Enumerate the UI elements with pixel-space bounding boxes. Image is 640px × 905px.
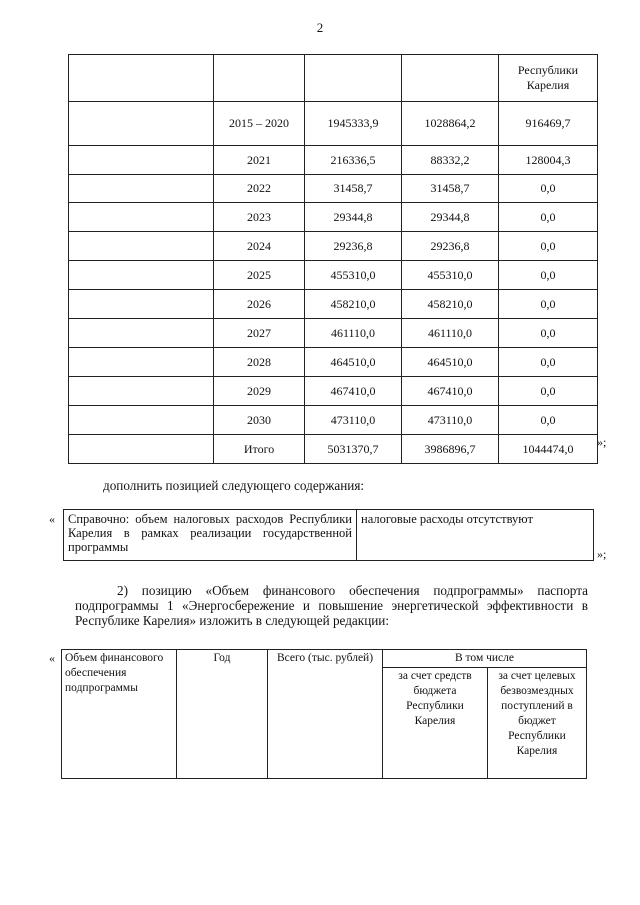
year-cell: 2024: [214, 232, 305, 261]
year-header: Год: [177, 650, 268, 779]
total-cell: 458210,0: [305, 290, 402, 319]
total-cell: 29236,8: [305, 232, 402, 261]
budget-subheader: за счет средств бюджета Республики Карелия: [383, 668, 488, 779]
tax-expenditure-value: налоговые расходы отсутствуют: [357, 510, 594, 561]
grants-subheader: за счет целевых безвозмездных поступлений в бюджет Республики Карелия: [488, 668, 587, 779]
grants-cell: 0,0: [499, 377, 598, 406]
label-cell: Объем финансового обеспечения подпрограммы: [62, 650, 177, 779]
grants-cell: 0,0: [499, 232, 598, 261]
table-row: [69, 102, 598, 146]
table-row: [69, 348, 598, 377]
table-row: [64, 510, 594, 561]
closing-quote-2: »;: [597, 547, 607, 561]
grants-cell: 0,0: [499, 319, 598, 348]
budget-cell: 29236,8: [402, 232, 499, 261]
page-number: 2: [316, 20, 324, 35]
tax-expenditure-label: Справочно: объем налоговых расходов Республики Карелия в рамках реализации государственной программы: [64, 510, 357, 561]
year-cell: 2015 – 2020: [214, 102, 305, 146]
subprogram-financing-table: [61, 649, 587, 779]
total-header: Всего (тыс. рублей): [268, 650, 383, 779]
label-column-cell: [69, 406, 214, 435]
total-cell: 467410,0: [305, 377, 402, 406]
total-cell: 31458,7: [305, 175, 402, 203]
grants-cell: 0,0: [499, 290, 598, 319]
grants-cell: 0,0: [499, 348, 598, 377]
grants-cell: 0,0: [499, 175, 598, 203]
year-cell: 2030: [214, 406, 305, 435]
grants-cell: 0,0: [499, 203, 598, 232]
total-cell: 29344,8: [305, 203, 402, 232]
table-header-row: [69, 55, 598, 102]
table-row: [69, 319, 598, 348]
budget-cell: 29344,8: [402, 203, 499, 232]
budget-cell: 3986896,7: [402, 435, 499, 464]
total-cell: 216336,5: [305, 146, 402, 175]
table-row: [69, 435, 598, 464]
label-column-cell: [69, 290, 214, 319]
year-cell: 2021: [214, 146, 305, 175]
financing-table: [68, 54, 598, 464]
grants-cell: 1044474,0: [499, 435, 598, 464]
year-cell: 2027: [214, 319, 305, 348]
label-column-cell: [69, 203, 214, 232]
table-row: [69, 406, 598, 435]
total-cell: 473110,0: [305, 406, 402, 435]
tax-expenditure-table: [63, 509, 594, 561]
year-cell: Итого: [214, 435, 305, 464]
total-cell: 461110,0: [305, 319, 402, 348]
year-cell: 2022: [214, 175, 305, 203]
total-cell: 455310,0: [305, 261, 402, 290]
year-cell: 2025: [214, 261, 305, 290]
year-cell: 2023: [214, 203, 305, 232]
year-cell: 2029: [214, 377, 305, 406]
label-column-cell: [69, 175, 214, 203]
total-cell: 464510,0: [305, 348, 402, 377]
label-column-cell: [69, 319, 214, 348]
opening-quote-3: «: [49, 651, 55, 665]
total-cell: 5031370,7: [305, 435, 402, 464]
budget-cell: 458210,0: [402, 290, 499, 319]
table-row: [69, 146, 598, 175]
total-cell: 1945333,9: [305, 102, 402, 146]
table-row: [69, 261, 598, 290]
intro-paragraph: дополнить позицией следующего содержания:: [103, 478, 365, 493]
grants-cell: 0,0: [499, 406, 598, 435]
table-row: [69, 377, 598, 406]
closing-quote-1: »;: [597, 435, 607, 449]
opening-quote-2: «: [49, 512, 55, 526]
empty-header-cell: [214, 55, 305, 102]
grants-cell: 0,0: [499, 261, 598, 290]
table-row: [69, 232, 598, 261]
empty-header-cell: [305, 55, 402, 102]
label-column-cell: [69, 146, 214, 175]
label-column-cell: [69, 348, 214, 377]
table-row: [69, 290, 598, 319]
budget-cell: 1028864,2: [402, 102, 499, 146]
year-cell: 2026: [214, 290, 305, 319]
header-cell-karelia: Республики Карелия: [499, 55, 598, 102]
budget-cell: 473110,0: [402, 406, 499, 435]
grants-cell: 916469,7: [499, 102, 598, 146]
budget-cell: 88332,2: [402, 146, 499, 175]
label-column-cell: [69, 261, 214, 290]
budget-cell: 461110,0: [402, 319, 499, 348]
budget-cell: 467410,0: [402, 377, 499, 406]
table-row: [69, 203, 598, 232]
budget-cell: 464510,0: [402, 348, 499, 377]
label-column-cell: [69, 232, 214, 261]
table-row: [69, 175, 598, 203]
including-header: В том числе: [383, 650, 587, 668]
empty-header-cell: [402, 55, 499, 102]
label-column-cell: [69, 102, 214, 146]
label-column-cell: [69, 377, 214, 406]
year-cell: 2028: [214, 348, 305, 377]
budget-cell: 31458,7: [402, 175, 499, 203]
label-column-cell: [69, 435, 214, 464]
table-header-row: [62, 650, 587, 668]
grants-cell: 128004,3: [499, 146, 598, 175]
label-column-cell: [69, 55, 214, 102]
paragraph-2: 2) позицию «Объем финансового обеспечения подпрограммы» паспорта подпрограммы 1 «Энергосбережение и повышение энергетической эффективности в Республике Карелия» изложить в следующей редакции:: [75, 583, 588, 628]
budget-cell: 455310,0: [402, 261, 499, 290]
